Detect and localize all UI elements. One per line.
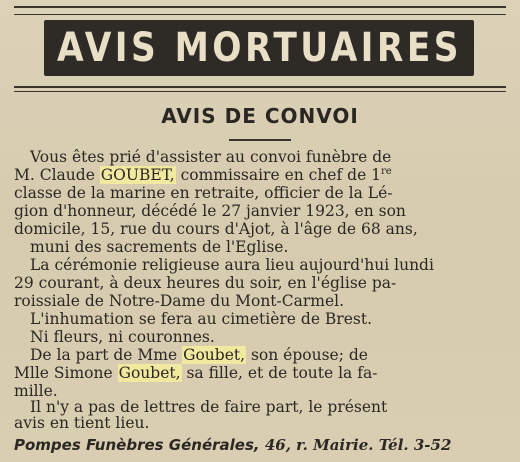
top-rule: [14, 6, 506, 8]
text-line: L'inhumation se fera au cimetière de Brest.: [30, 310, 372, 328]
text-line: La cérémonie religieuse aura lieu aujourd'hui lundi: [30, 256, 434, 274]
text-line: mille.: [14, 382, 58, 400]
text-line: Mlle Simone Goubet, sa fille, et de toute la fa-: [14, 364, 378, 382]
notice-subtitle: AVIS DE CONVOI: [161, 104, 359, 128]
text-line: gion d'honneur, décédé le 27 janvier 1923, en son: [14, 202, 406, 220]
text-line: classe de la marine en retraite, officier de la Lé-: [14, 184, 393, 202]
text-line: De la part de Mme Goubet, son épouse; de: [30, 346, 368, 364]
section-title: AVIS MORTUAIRES: [56, 25, 462, 71]
highlighted-name: Goubet,: [118, 364, 181, 382]
funeral-home-address: 46, r. Mairie. Tél. 3-52: [259, 436, 452, 454]
header-bottom-thin-rule: [14, 91, 506, 92]
text-line: domicile, 15, rue du cours d'Ajot, à l'âge de 68 ans,: [14, 220, 418, 238]
text-line: Il n'y a pas de lettres de faire part, le présent: [30, 398, 388, 416]
highlighted-name: Goubet,: [183, 346, 246, 364]
text-line: Vous êtes prié d'assister au convoi funèbre de: [30, 148, 392, 166]
text-line: avis en tient lieu.: [14, 414, 150, 432]
top-thin-rule: [14, 14, 506, 15]
text-line: roissiale de Notre-Dame du Mont-Carmel.: [14, 292, 345, 310]
text-line: 29 courant, à deux heures du soir, en l'église pa-: [14, 274, 397, 292]
header-bottom-rule: [14, 86, 506, 88]
text-line: muni des sacrements de l'Eglise.: [30, 238, 289, 256]
header-banner: [44, 20, 474, 76]
text-line: M. Claude GOUBET, commissaire en chef de 1re: [14, 165, 392, 184]
text-line: Ni fleurs, ni couronnes.: [30, 328, 215, 346]
highlighted-name: GOUBET,: [100, 166, 175, 184]
subtitle-divider: [229, 139, 291, 141]
funeral-home-name: Pompes Funèbres Générales,: [14, 436, 260, 454]
footer-credit: [14, 436, 508, 454]
